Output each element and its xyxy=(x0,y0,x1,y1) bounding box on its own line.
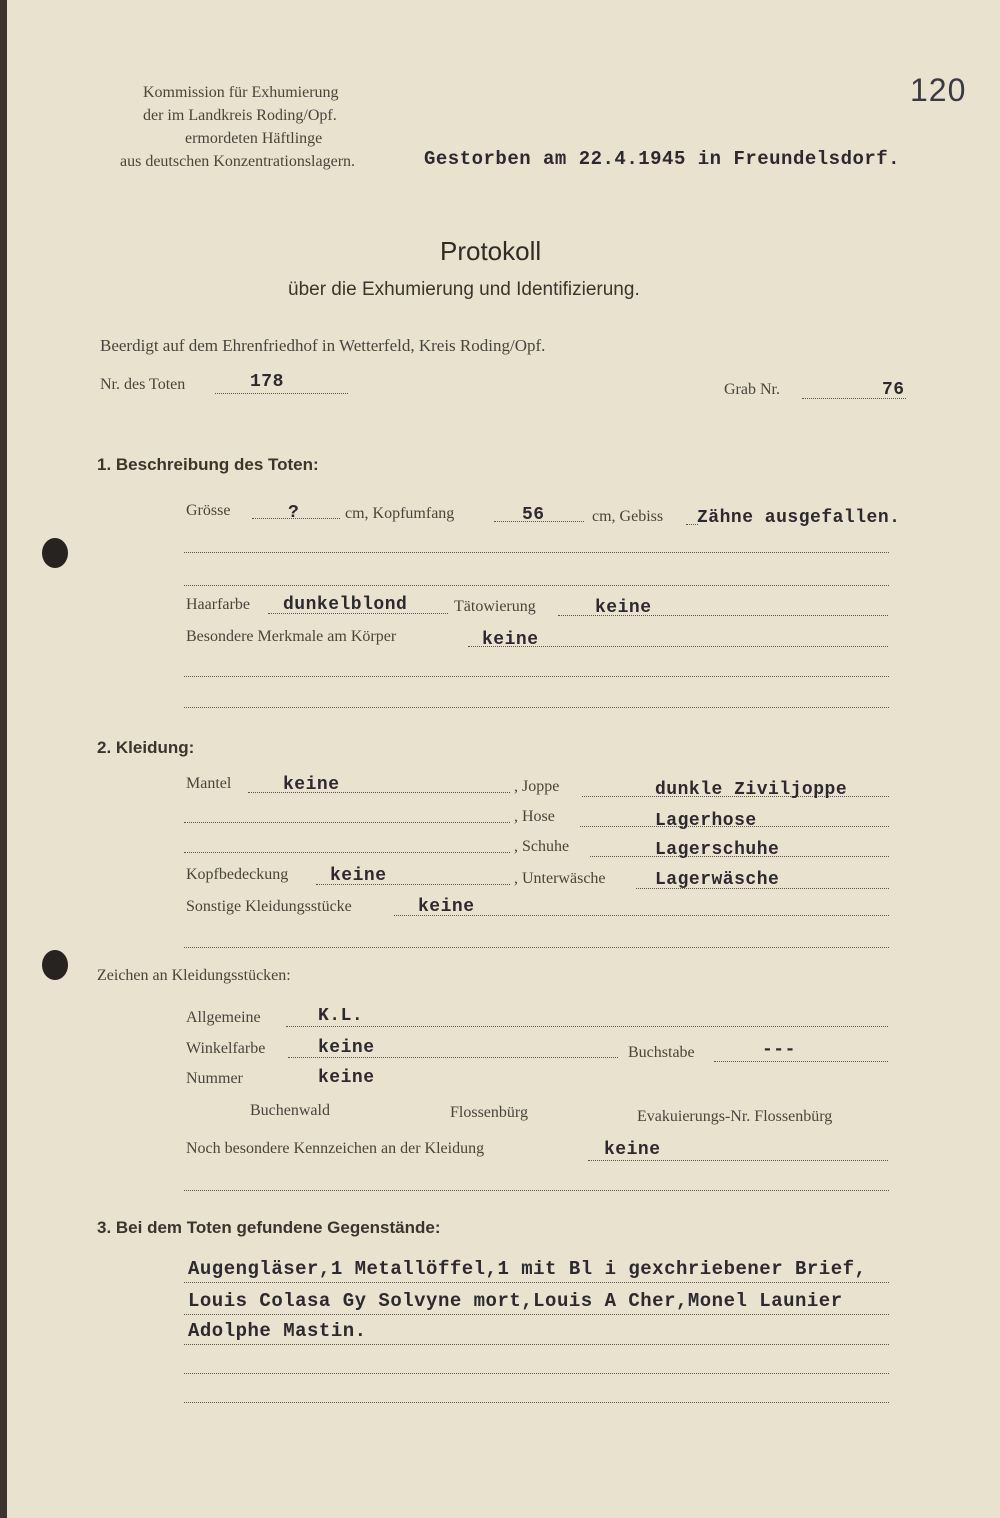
merkmale-label: Besondere Merkmale am Körper xyxy=(186,628,397,645)
taetowierung-label: Tätowierung xyxy=(454,598,536,615)
schuhe-left-dotline xyxy=(184,852,510,853)
kopfumfang-value: 56 xyxy=(522,505,545,525)
items-line-2 xyxy=(184,1314,889,1315)
unterwaesche-value: Lagerwäsche xyxy=(655,870,780,890)
section2-heading: 2. Kleidung: xyxy=(97,738,195,757)
sonstige-label: Sonstige Kleidungsstücke xyxy=(186,898,352,915)
gebiss-label: cm, Gebiss xyxy=(592,508,664,525)
buchstabe-dotline xyxy=(714,1061,888,1062)
blank-line-1 xyxy=(184,552,889,553)
winkelfarbe-label: Winkelfarbe xyxy=(186,1040,266,1057)
burial-line: Beerdigt auf dem Ehrenfriedhof in Wetterfeld, Kreis Roding/Opf. xyxy=(100,336,546,355)
taetowierung-value: keine xyxy=(595,598,652,618)
gebiss-value: Zähne ausgefallen. xyxy=(697,508,901,528)
winkelfarbe-value: keine xyxy=(318,1038,375,1058)
blank-line-4 xyxy=(184,707,889,708)
kopfbedeckung-label: Kopfbedeckung xyxy=(186,866,289,883)
grab-label: Grab Nr. xyxy=(724,381,780,398)
buchstabe-label: Buchstabe xyxy=(628,1044,695,1061)
joppe-label: , Joppe xyxy=(514,778,560,795)
section3-heading: 3. Bei dem Toten gefundene Gegenstände: xyxy=(97,1218,441,1237)
flossenbuerg-label: Flossenbürg xyxy=(450,1104,528,1121)
commission-line-4: aus deutschen Konzentrationslagern. xyxy=(120,153,356,170)
groesse-value: ? xyxy=(288,503,300,523)
haarfarbe-label: Haarfarbe xyxy=(186,596,250,613)
mantel-label: Mantel xyxy=(186,775,232,792)
items-text-line-1: Augengläser,1 Metallöffel,1 mit Bl i gexchriebener Brief, xyxy=(188,1258,867,1280)
items-line-1 xyxy=(184,1282,889,1283)
section1-heading: 1. Beschreibung des Toten: xyxy=(97,455,319,474)
schuhe-value: Lagerschuhe xyxy=(655,840,780,860)
hose-value: Lagerhose xyxy=(655,811,757,831)
blank-line-2 xyxy=(184,585,889,586)
kopfumfang-label: cm, Kopfumfang xyxy=(345,505,455,522)
zeichen-heading: Zeichen an Kleidungsstücken: xyxy=(97,967,291,984)
merkmale-value: keine xyxy=(482,630,539,650)
joppe-value: dunkle Ziviljoppe xyxy=(655,780,848,800)
buchstabe-value: --- xyxy=(762,1040,796,1060)
hose-label: , Hose xyxy=(514,808,555,825)
items-line-4 xyxy=(184,1373,889,1374)
schuhe-label: , Schuhe xyxy=(514,838,570,855)
death-note: Gestorben am 22.4.1945 in Freundelsdorf. xyxy=(424,148,901,170)
grab-value: 76 xyxy=(882,380,905,400)
document-subtitle: über die Exhumierung und Identifizierung. xyxy=(288,279,640,300)
page-edge xyxy=(0,0,7,1518)
commission-line-1: Kommission für Exhumierung xyxy=(143,84,339,101)
nr-toten-value: 178 xyxy=(250,372,284,392)
punch-hole-bottom xyxy=(42,950,68,980)
sonstige-value: keine xyxy=(418,897,475,917)
items-text-line-2: Louis Colasa Gy Solvyne mort,Louis A Cher,Monel Launier xyxy=(188,1290,843,1312)
punch-hole-top xyxy=(42,538,68,568)
evakuierung-label: Evakuierungs-Nr. Flossenbürg xyxy=(637,1108,833,1125)
blank-line-3 xyxy=(184,676,889,677)
groesse-label: Grösse xyxy=(186,502,231,519)
buchenwald-label: Buchenwald xyxy=(250,1102,330,1119)
kennzeichen-dotline xyxy=(588,1160,888,1161)
blank-line-5 xyxy=(184,947,889,948)
document-title: Protokoll xyxy=(440,236,542,266)
items-line-5 xyxy=(184,1402,889,1403)
items-line-3 xyxy=(184,1344,889,1345)
allgemeine-value: K.L. xyxy=(318,1006,364,1026)
items-text-line-3: Adolphe Mastin. xyxy=(188,1320,367,1342)
allgemeine-label: Allgemeine xyxy=(186,1009,261,1026)
commission-line-3: ermordeten Häftlinge xyxy=(185,130,323,147)
allgemeine-dotline xyxy=(286,1026,888,1027)
page-number: 120 xyxy=(910,72,967,108)
hose-left-dotline xyxy=(184,822,510,823)
nummer-value: keine xyxy=(318,1068,375,1088)
kopfbedeckung-value: keine xyxy=(330,866,387,886)
commission-line-2: der im Landkreis Roding/Opf. xyxy=(143,107,337,124)
unterwaesche-label: , Unterwäsche xyxy=(514,870,606,887)
nr-toten-dotline xyxy=(215,393,348,394)
nr-toten-label: Nr. des Toten xyxy=(100,376,186,393)
nummer-label: Nummer xyxy=(186,1070,243,1087)
mantel-value: keine xyxy=(283,775,340,795)
kennzeichen-label: Noch besondere Kennzeichen an der Kleidung xyxy=(186,1140,485,1157)
haarfarbe-value: dunkelblond xyxy=(283,595,408,615)
kennzeichen-value: keine xyxy=(604,1140,661,1160)
blank-line-6 xyxy=(184,1190,889,1191)
